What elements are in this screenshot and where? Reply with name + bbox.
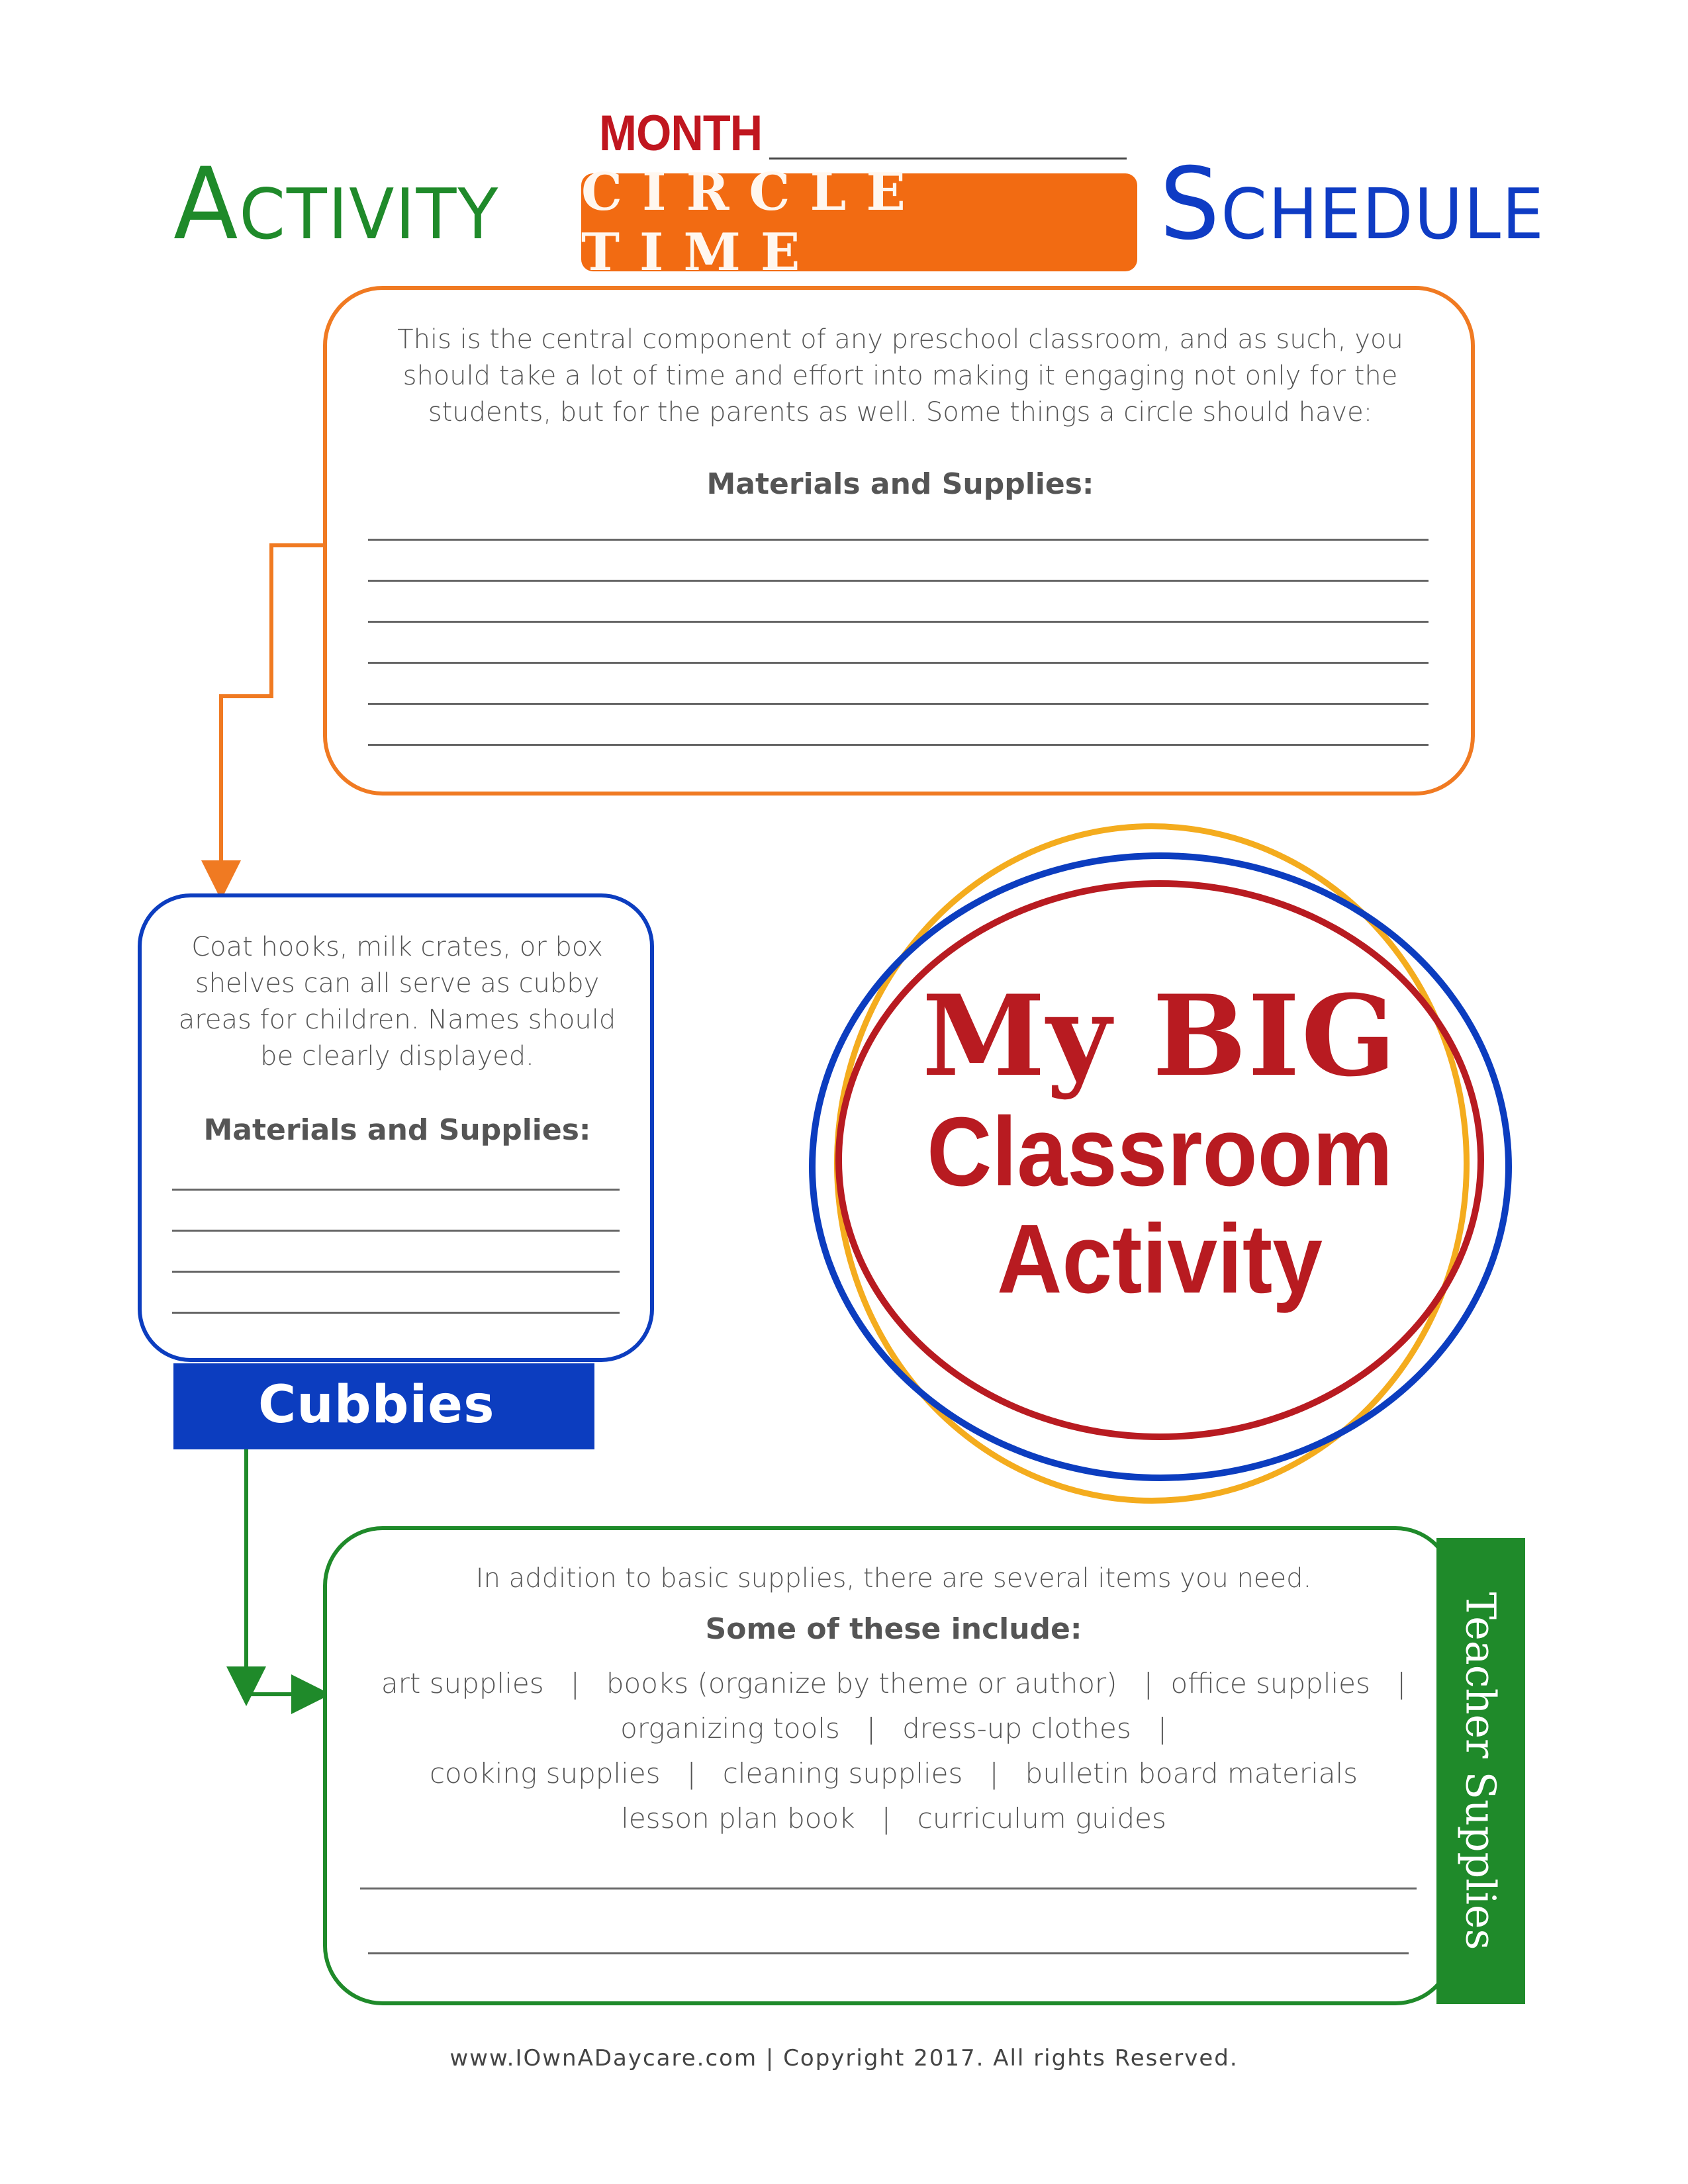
teacher-supplies-tab-label: Teacher Supplies xyxy=(1456,1592,1505,1950)
teacher-supplies-tab xyxy=(1436,1538,1525,2004)
circle-time-materials-heading: Materials and Supplies: xyxy=(706,467,1094,501)
cubbies-tab xyxy=(173,1363,594,1449)
title-activity: Activity xyxy=(173,147,500,262)
write-line[interactable] xyxy=(368,580,1429,582)
teacher-supplies-list-line: organizing tools | dress-up clothes | xyxy=(620,1712,1167,1745)
big-activity-line3: Activity xyxy=(997,1205,1323,1314)
write-line[interactable] xyxy=(172,1230,620,1232)
teacher-supplies-list-line: cooking supplies | cleaning supplies | bulletin board materials xyxy=(429,1757,1358,1790)
month-label: MONTH xyxy=(599,105,763,161)
write-line[interactable] xyxy=(368,662,1429,664)
write-line[interactable] xyxy=(368,1952,1409,1954)
teacher-supplies-intro: In addition to basic supplies, there are several items you need. xyxy=(475,1563,1312,1594)
write-line[interactable] xyxy=(368,621,1429,623)
footer-copyright: www.IOwnADaycare.com | Copyright 2017. All rights Reserved. xyxy=(449,2045,1239,2071)
circle-time-description: This is the central component of any preschool classroom, and as such, you should take a lot of time and effort into making it engaging not only for the students, but for the parents as well. Some things a circle should have: xyxy=(397,324,1403,428)
write-line[interactable] xyxy=(368,539,1429,541)
big-activity-line1: My BIG xyxy=(921,970,1398,1101)
teacher-supplies-heading: Some of these include: xyxy=(705,1612,1082,1646)
cubbies-materials-heading: Materials and Supplies: xyxy=(203,1113,591,1147)
big-activity-line2: Classroom xyxy=(927,1097,1393,1206)
write-line[interactable] xyxy=(360,1888,1417,1889)
cubbies-tab-label: Cubbies xyxy=(258,1375,495,1435)
teacher-supplies-list xyxy=(344,1661,1443,1841)
cubbies-description: Coat hooks, milk crates, or box shelves can all serve as cubby areas for children. Names should be clearly displayed. xyxy=(178,932,616,1071)
teacher-supplies-list-line: art supplies | books (organize by theme or author) | office supplies | xyxy=(381,1667,1407,1700)
orange-connector xyxy=(221,545,323,880)
write-line[interactable] xyxy=(172,1189,620,1191)
write-line[interactable] xyxy=(172,1312,620,1314)
write-line[interactable] xyxy=(368,703,1429,705)
title-schedule: Schedule xyxy=(1160,147,1545,262)
write-line[interactable] xyxy=(368,744,1429,746)
circle-time-label: CIRCLE TIME xyxy=(581,162,925,283)
write-line[interactable] xyxy=(172,1271,620,1273)
teacher-supplies-list-line: lesson plan book | curriculum guides xyxy=(621,1802,1166,1835)
